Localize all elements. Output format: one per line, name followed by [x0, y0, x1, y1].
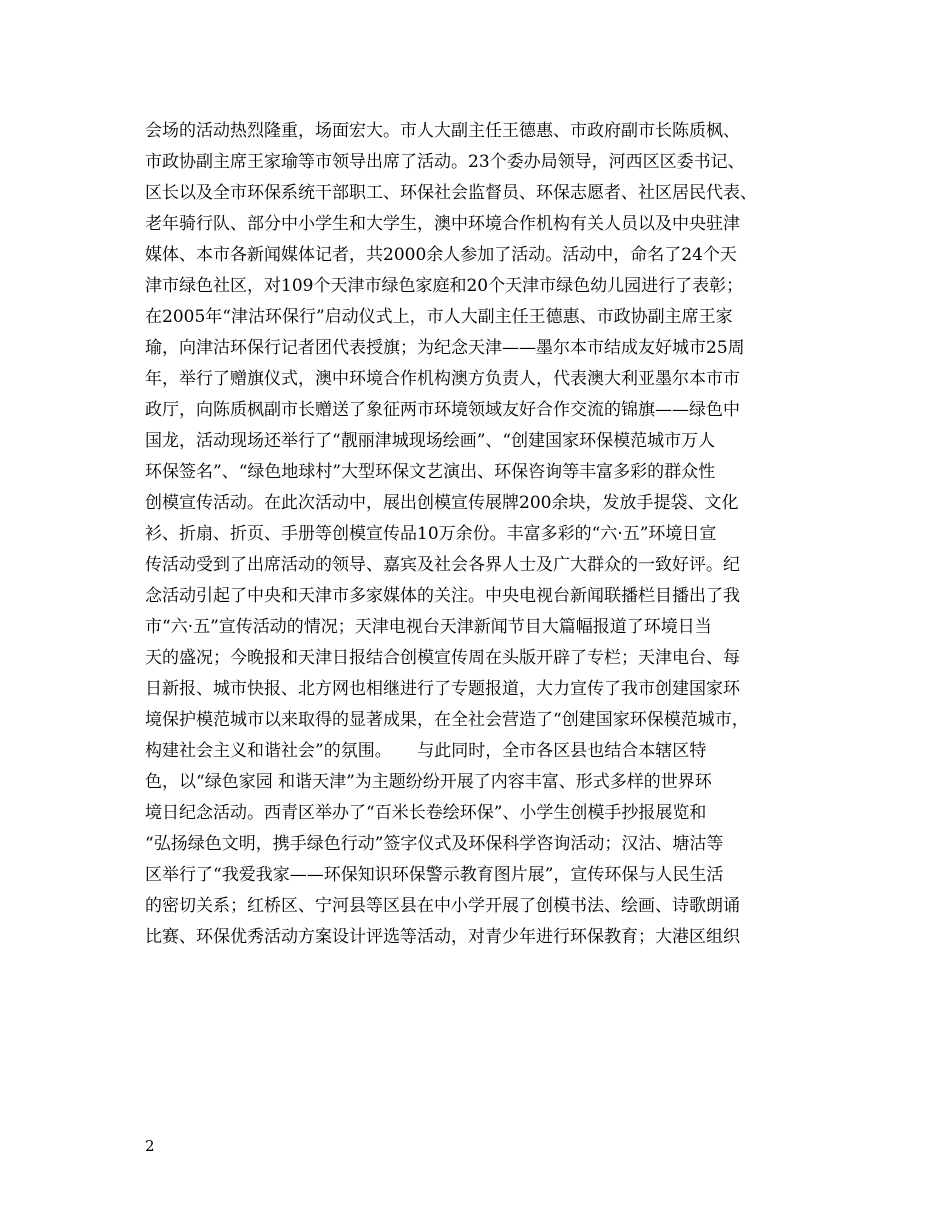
text-line: 色，以“绿色家园 和谐天津”为主题纷纷开展了内容丰富、形式多样的世界环 — [145, 772, 712, 792]
text-line: 年，举行了赠旗仪式，澳中环境合作机构澳方负责人，代表澳大利亚墨尔本市市 — [145, 369, 740, 389]
text-line: 念活动引起了中央和天津市多家媒体的关注。中央电视台新闻联播栏目播出了我 — [145, 586, 740, 606]
text-line: 环保签名”、“绿色地球村”大型环保文艺演出、环保咨询等丰富多彩的群众性 — [145, 462, 716, 482]
text-line: 老年骑行队、部分中小学生和大学生，澳中环境合作机构有关人员以及中央驻津 — [145, 214, 740, 234]
body-text — [145, 116, 825, 953]
text-line: “弘扬绿色文明，携手绿色行动”签字仪式及环保科学咨询活动；汉沽、塘沽等 — [145, 834, 724, 854]
text-line: 天的盛况；今晚报和天津日报结合创模宣传周在头版开辟了专栏；天津电台、每 — [145, 648, 740, 668]
text-line: 区长以及全市环保系统干部职工、环保社会监督员、环保志愿者、社区居民代表、 — [145, 183, 757, 203]
text-line: 日新报、城市快报、北方网也相继进行了专题报道，大力宣传了我市创建国家环 — [145, 679, 740, 699]
text-line: 传活动受到了出席活动的领导、嘉宾及社会各界人士及广大群众的一致好评。纪 — [145, 555, 740, 575]
text-line: 津市绿色社区，对109个天津市绿色家庭和20个天津市绿色幼儿园进行了表彰； — [145, 276, 744, 296]
text-line: 国龙，活动现场还举行了“靓丽津城现场绘画”、“创建国家环保模范城市万人 — [145, 431, 716, 451]
text-line: 政厅，向陈质枫副市长赠送了象征两市环境领域友好合作交流的锦旗——绿色中 — [145, 400, 740, 420]
text-line: 境日纪念活动。西青区举办了“百米长卷绘环保”、小学生创模手抄报展览和 — [145, 803, 707, 823]
text-line: 市政协副主席王家瑜等市领导出席了活动。23个委办局领导，河西区区委书记、 — [145, 152, 745, 172]
text-line: 在2005年“津沽环保行”启动仪式上，市人大副主任王德惠、市政协副主席王家 — [145, 307, 733, 327]
text-line: 媒体、本市各新闻媒体记者，共2000余人参加了活动。活动中，命名了24个天 — [145, 245, 737, 265]
text-line: 瑜，向津沽环保行记者团代表授旗；为纪念天津——墨尔本市结成友好城市25周 — [145, 338, 745, 358]
page-number: 2 — [145, 1137, 155, 1155]
text-line: 衫、折扇、折页、手册等创模宣传品10万余份。丰富多彩的“六·五”环境日宣 — [145, 524, 717, 544]
text-line: 会场的活动热烈隆重，场面宏大。市人大副主任王德惠、市政府副市长陈质枫、 — [145, 121, 740, 141]
text-line: 市“六·五”宣传活动的情况；天津电视台天津新闻节目大篇幅报道了环境日当 — [145, 617, 712, 637]
text-line: 构建社会主义和谐社会”的氛围。 与此同时，全市各区县也结合本辖区特 — [145, 741, 707, 761]
text-line: 比赛、环保优秀活动方案设计评选等活动，对青少年进行环保教育；大港区组织 — [145, 927, 740, 947]
text-line: 的密切关系；红桥区、宁河县等区县在中小学开展了创模书法、绘画、诗歌朗诵 — [145, 896, 740, 916]
text-line: 境保护模范城市以来取得的显著成果，在全社会营造了“创建国家环保模范城市， — [145, 710, 749, 730]
text-line: 区举行了“我爱我家——环保知识环保警示教育图片展”，宣传环保与人民生活 — [145, 865, 724, 885]
text-line: 创模宣传活动。在此次活动中，展出创模宣传展牌200余块，发放手提袋、文化 — [145, 493, 739, 513]
